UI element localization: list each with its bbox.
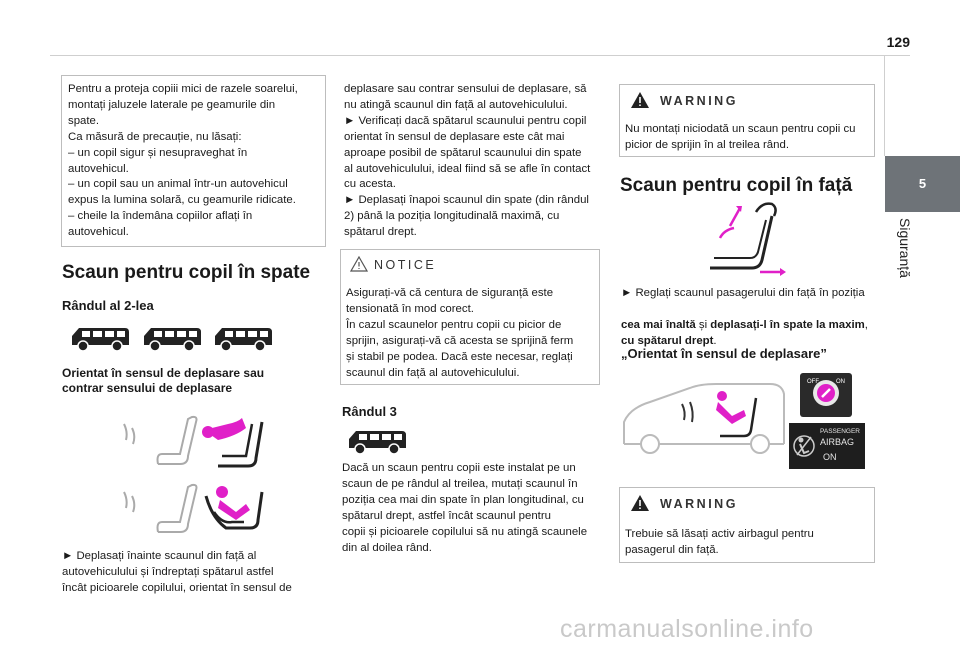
front-instruction-connector: și — [695, 318, 711, 331]
front-child-seat-title: Scaun pentru copil în față — [620, 175, 853, 196]
svg-text:ON: ON — [836, 379, 845, 385]
warning-icon — [630, 494, 650, 512]
watermark: carmanualsonline.info — [560, 615, 814, 643]
chapter-tab[interactable]: 5 — [885, 156, 960, 212]
body-text: deplasare sau contrar sensului de deplasare, să nu atingă scaunul din față al autovehiculului. ► Verificați dacă spătarul scaunului pentru copil orientat în sensul de deplasare este cât mai aproape posibil de spătarul scaunului din spate al autovehiculului, ideal fiind să se afle în contact cu acesta. ► Deplasați înapoi scaunul din spate (din rândul 2) până la poziția longitudinală maximă, cu spătarul drept. — [344, 83, 591, 239]
front-instruction-bold: cu spătarul drept — [621, 334, 714, 347]
van-icon — [212, 325, 274, 353]
forward-facing-title: „Orientat în sensul de deplasare” — [621, 346, 827, 361]
row3-title: Rândul 3 — [342, 404, 397, 419]
page-number: 129 — [886, 34, 910, 50]
row3-text: Dacă un scaun pentru copii este instalat pe un scaun de pe rândul al treilea, mutați scaunul în poziția cea mai din spate în plan longitudinal, cu spătarul drept, astfel încât scaunul pentru copii și picioarele copilului să nu atingă scaunele din al doilea rând. — [342, 462, 588, 554]
passenger-airbag-on-indicator — [789, 423, 865, 469]
notice-text: Asigurați-vă că centura de siguranță este tensionată în mod corect. În cazul scaunelor pentru copii cu picior de sprijin, asigurați-vă că acesta se sprijină ferm și stabil pe podea. Dacă este necesar, reglați scaunul din față al autovehiculului. — [346, 287, 574, 379]
airbag-label-3: ON — [823, 452, 837, 462]
tip-text: Pentru a proteja copiii mici de razele soarelui, montați jaluzele laterale pe geamurile din spate. Ca măsură de precauție, nu lăsați: – un copil sigur și nesupraveghat în autovehicul. – un copil sau un animal într-un autovehicul expus la lumina solară, cu geamurile ridicate. – cheile la îndemâna copiilor aflați în autovehicul. — [68, 83, 298, 239]
orientation-title: Orientat în sensul de deplasare sau contrar sensului de deplasare — [62, 366, 265, 395]
notice-icon — [350, 256, 368, 272]
warning-text: Nu montați niciodată un scaun pentru copii cu picior de sprijin în al treilea rând. — [625, 123, 856, 151]
van-icon — [141, 325, 203, 353]
warning-title: WARNING — [660, 94, 738, 108]
warning-text-2: Trebuie să lăsați activ airbagul pentru pasagerul din față. — [625, 528, 814, 556]
rear-child-seat-title: Scaun pentru copil în spate — [62, 262, 311, 283]
passenger-airbag-icon — [793, 431, 815, 461]
front-instruction-bold: cea mai înaltă — [621, 318, 696, 331]
front-seat-adjust-illustration — [700, 198, 790, 278]
instruction-text: ► Deplasați înainte scaunul din față al autovehiculului și îndreptați spătarul astfel încât picioarele copilului, orientat în sensul de — [62, 550, 292, 594]
van-icon — [69, 325, 131, 353]
header-rule — [50, 55, 910, 56]
row2-title: Rândul al 2-lea — [62, 298, 154, 313]
airbag-switch-icon — [800, 373, 852, 417]
airbag-label-2: AIRBAG — [820, 437, 855, 447]
front-instruction-punct: , — [864, 318, 868, 331]
rear-facing-seat-illustration — [118, 414, 268, 474]
warning-icon — [630, 91, 650, 109]
forward-facing-seat-illustration — [118, 482, 268, 542]
warning-title-2: WARNING — [660, 497, 738, 511]
front-instruction-punct: . — [713, 334, 717, 347]
car-interior-illustration — [620, 380, 788, 458]
airbag-label-1: PASSENGER — [820, 428, 860, 435]
front-instruction-bold: deplasați-l în spate la maxim — [710, 318, 865, 331]
svg-text:OFF: OFF — [807, 379, 819, 385]
side-rule — [884, 56, 885, 156]
chapter-title: Siguranță — [897, 218, 913, 278]
van-icon — [346, 428, 408, 456]
notice-title: NOTICE — [374, 258, 437, 272]
front-instruction-line1: ► Reglați scaunul pasagerului din față în poziția — [621, 287, 865, 299]
